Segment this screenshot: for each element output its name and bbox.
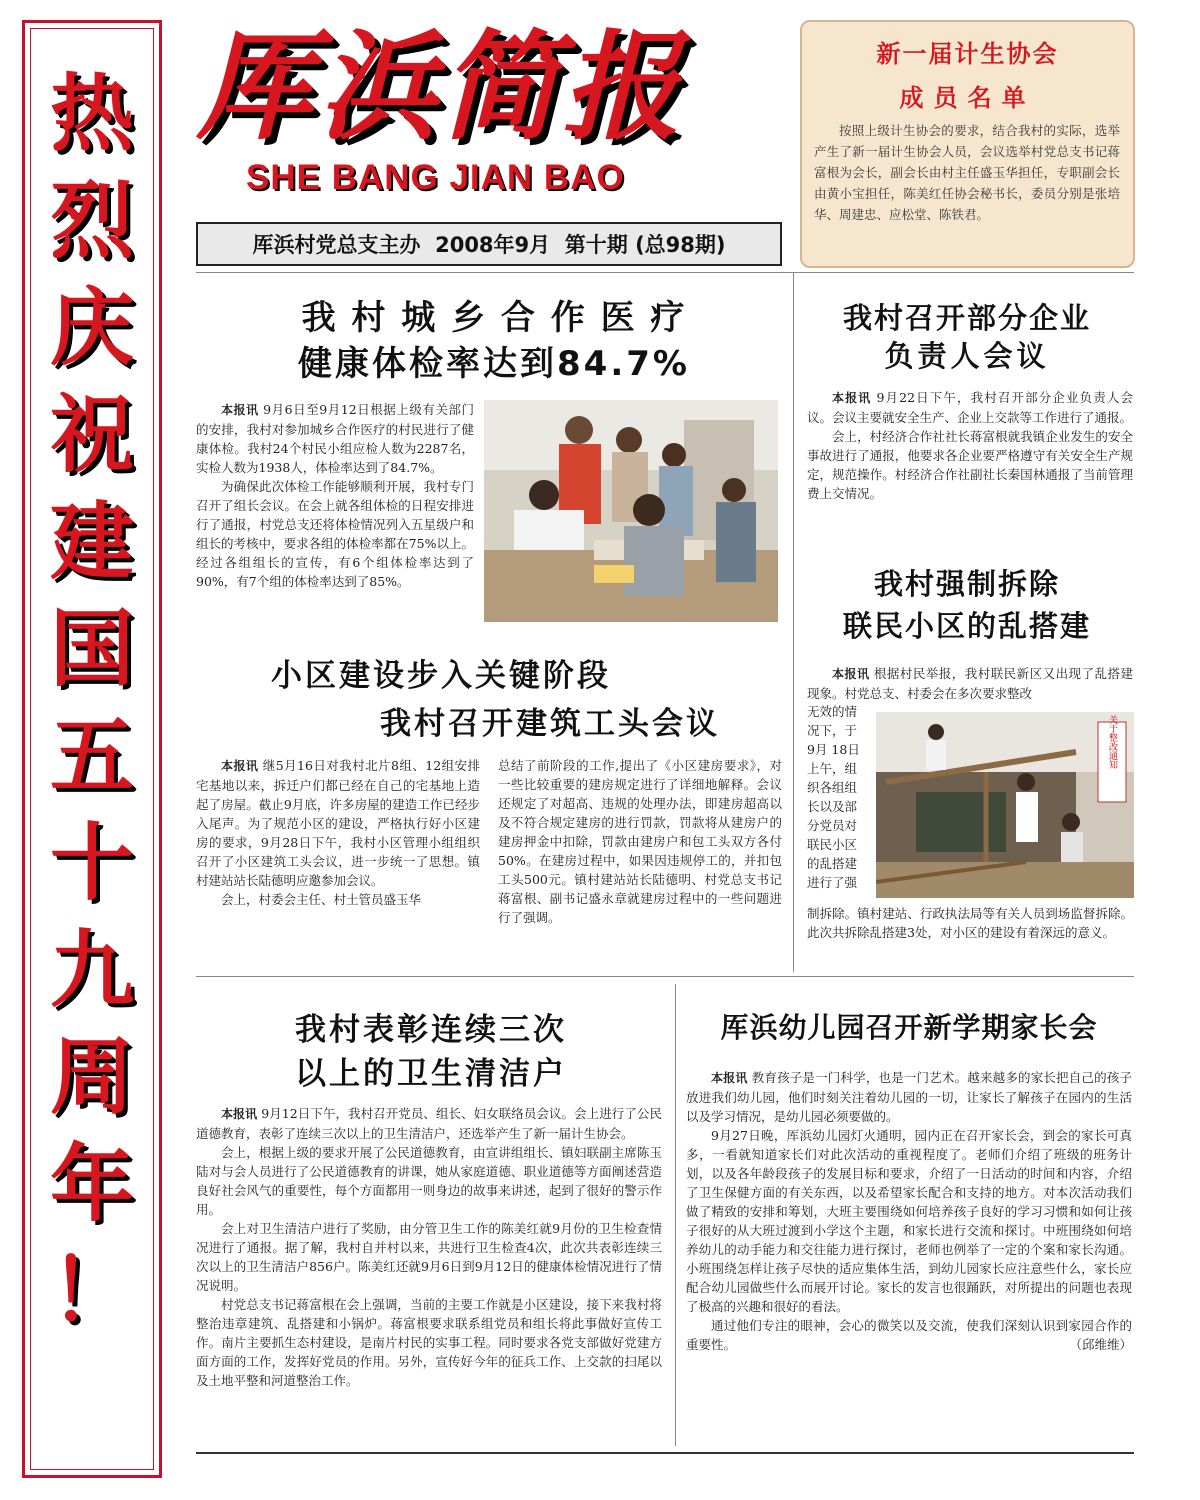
banner-char: 年 [49,1134,134,1233]
text-line: 无效的情 [807,704,858,719]
paragraph: 为确保此次体检工作能够顺利开展，我村专门召开了组长会议。在会上就各组体检的日程安排进行了通报，村党总支还将体检情况列入五星级户和组长的考核中，要求各组的体检率都在75%以上。经过各组组长的宣传，有6个组体检率达到了90%，有7个组的体检率达到了85%。 [196,479,474,589]
banner-char: 庆 [49,278,134,377]
paragraph: 村党总支书记蒋富根在会上强调，当前的主要工作就是小区建设，接下来我村将整治违章建筑、乱搭建和小锅炉。蒋富根要求联系组党员和组长将此事做好宣传工作。南片主要抓生态村建设，是南片村民的实事工程。同时要求各党支部做好党建方面方面的工作，发挥好党员的作用。另外，宣传好今年的征兵工作、上交款的扫尾以及土地平整和河道整治工作。 [196,1297,662,1388]
lead-tag: 本报讯 [832,667,870,681]
banner-char: 十 [49,813,134,912]
paragraph: 会上，根据上级的要求开展了公民道德教育，由宣讲组组长、镇妇联副主席陈玉陆对与会人员进行了公民道德教育的讲课，她从家庭道德、职业道德等方面阐述营造良好社会风气的重要性，每个方面都用一则身边的故事来讲述，起到了很好的警示作用。 [196,1145,662,1217]
paragraph: 教育孩子是一门科学，也是一门艺术。越来越多的家长把自己的孩子放进我们幼儿园，他们时刻关注着幼儿园的一切，让家长了解孩子在园内的生活以及学习情况，是幼儿园必须要做的。 [686,1070,1132,1124]
paragraph: 会上，村委会主任、村土管员盛玉华 [221,892,422,907]
banner-char: 国 [49,599,134,698]
banner-char: 热 [49,64,134,163]
banner-char: 祝 [49,385,134,484]
lead-tag: 本报讯 [221,1107,258,1121]
banner-char: 五 [49,706,134,805]
text-line: 织各组组 [807,780,858,795]
divider [196,272,1134,273]
health-checkup-photo [484,400,778,622]
sign-text: 关于整改通知 [1107,715,1117,769]
notice-title: 新一届计生协会 [876,40,1059,68]
health-headline-2: 健康体检率达到84.7% [298,344,690,384]
issue-info-bar [196,222,782,266]
text-line: 联民小区 [807,837,858,852]
hygiene-headline-2: 以上的卫生清洁户 [295,1056,567,1092]
text-line: 况下，于 [807,723,858,738]
bottom-rule [196,1452,1134,1454]
banner-char: 烈 [49,171,134,270]
banner-char: 九 [49,920,134,1019]
construction-headline-2: 我村召开建筑工头会议 [380,706,720,742]
construction-col-1 [196,756,480,909]
enterprise-article-body [807,388,1133,503]
banner-char: 建 [49,492,134,591]
enterprise-headline-2: 负责人会议 [884,339,1050,373]
demolish-headline-1: 我村强制拆除 [873,567,1060,601]
lead-tag: 本报讯 [711,1071,748,1085]
paragraph: 根据村民举报，我村联民新区又出现了乱搭建现象。村党总支、村委会在多次要求整改 [807,666,1133,701]
demolish-headline-2: 联民小区的乱搭建 [842,609,1091,643]
paragraph: 9月6日至9月12日根据上级有关部门的安排，我村对参加城乡合作医疗的村民进行了健康体检。我村24个村民小组应检人数为2287名，实检人数为1938人，体检率达到了84.7%。 [196,402,474,475]
notice-subtitle: 成员名单 [899,84,1036,112]
text-line: 的乱搭建 [807,856,858,871]
enterprise-headline-1: 我村召开部分企业 [842,301,1091,335]
paragraph: 会上，村经济合作社社长蒋富根就我镇企业发生的安全事故进行了通报，他要求各企业要严格遵守有关安全生产规定，规范操作。村经济合作社副社长秦国林通报了当前管理费上交情况。 [807,429,1133,501]
construction-col-2 [498,756,782,927]
health-headline-1: 我 村 城 乡 合 作 医 疗 [301,298,687,338]
demolish-article-lead [807,664,1133,703]
health-article-body [196,400,474,591]
newspaper-pinyin: SHE BANG JIAN BAO [246,158,625,197]
banner-char: ！ [49,1241,134,1340]
banner-char: 周 [49,1027,134,1126]
text-line: 分党员对 [807,818,858,833]
paragraph: 9月12日下午，我村召开党员、组长、妇女联络员会议。会上进行了公民道德教育，表彰了连续三次以上的卫生清洁户，还选举产生了新一届计生协会。 [196,1106,662,1141]
paragraph: 总结了前阶段的工作,提出了《小区建房要求》，对一些比较重要的建房规定进行了详细地解释。会议还规定了对超高、违规的处理办法，即建房超高以及不符合规定建房的进行罚款，罚款将从建房户的建房押金中扣除，罚款由建房户和包工头双方各付50%。在建房过程中，如果因违规停工的，并扣包工头500元。镇村建站站长陆德明、村党总支书记蒋富根、副书记盛永章就建房过程中的一些问题进行了强调。 [498,758,782,925]
hygiene-article-body [196,1104,662,1390]
paragraph: 继5月16日对我村北片8组、12组安排宅基地以来，拆迁户们都已经在自己的宅基地上造起了房屋。截止9月底，许多房屋的建造工作已经步入尾声。为了规范小区的建设，严格执行好小区建房的要求，9月28日下午，我村小区管理小组组织召开了小区建筑工头会议，进一步统一了思想。镇村建站站长陆德明应邀参加会议。 [196,758,480,888]
divider [196,976,1134,977]
paragraph: 9月27日晚，厍浜幼儿园灯火通明，园内正在召开家长会，到会的家长可真多，一看就知道家长们对此次活动的重视程度了。老师们介绍了班级的班务计划，以及各年龄段孩子的发展目标和要求，介绍了一日活动的时间和内容，介绍了卫生保健方面的有关东西，以及希望家长配合和支持的地方。对本次活动我们做了精致的安排和筹划，大班主要围绕如何培养孩子良好的学习习惯和如何让孩子很好的从大班过渡到小学这个主题，和家长进行交流和探讨。中班围绕如何培养幼儿的动手能力和交往能力进行探讨，老师也例举了一定的个案和家长沟通。小班围绕怎样让孩子尽快的适应集体生活，到幼儿园家长应注意些什么，家长应配合幼儿园做些什么而展开讨论。家长的发言也很踊跃，对所提出的问题也表现了极高的兴趣和很好的看法。 [686,1128,1132,1314]
lead-tag: 本报讯 [832,391,872,405]
hygiene-headline-1: 我村表彰连续三次 [295,1012,567,1048]
lead-tag: 本报讯 [221,403,259,417]
celebration-banner [32,60,152,1344]
paragraph: 会上对卫生清洁户进行了奖励，由分管卫生工作的陈美红就9月份的卫生检查情况进行了通报。据了解，我村自并村以来，共进行卫生检查4次，此次共表彰连续三次以上的卫生清洁户856户。陈美红还就9月6日到9月12日的健康体检情况进行了情况说明。 [196,1221,662,1293]
paragraph: 通过他们专注的眼神，会心的微笑以及交流，使我们深刻认识到家园合作的重要性。 [686,1318,1132,1352]
kindergarten-headline: 厍浜幼儿园召开新学期家长会 [720,1011,1098,1044]
notice-body: 按照上级计生协会的要求，结合我村的实际，选举产生了新一届计生协会人员，会议选举村党总支书记蒋富根为会长，副会长由村主任盛玉华担任，专职副会长由黄小宝担任，陈美红任协会秘书长，委员分别是张培华、周建忠、应松堂、陈铁君。 [814,123,1120,222]
demolition-photo [876,712,1134,898]
text-line: 长以及部 [807,799,858,814]
lead-tag: 本报讯 [221,759,259,773]
text-line: 进行了强 [807,875,858,890]
text-line: 9月 18日 [807,742,860,757]
construction-headline-1: 小区建设步入关键阶段 [271,658,611,694]
author: （邱维维） [1069,1337,1132,1352]
column-divider [675,984,676,1446]
column-divider [793,272,794,972]
demolish-wrap-column [807,702,873,892]
kindergarten-article-body [686,1068,1132,1354]
text-line: 上午，组 [807,761,858,776]
newspaper-title: 厍浜简报 [196,17,685,156]
paragraph: 制拆除。镇村建站、行政执法局等有关人员到场监督拆除。此次共拆除乱搭建3处，对小区的建设有着深远的意义。 [807,906,1133,940]
paragraph: 9月22日下午，我村召开部分企业负责人会议。会议主要就安全生产、企业上交款等工作进行了通报。 [807,390,1133,425]
issue-info: 厍浜村党总支主办 2008年9月 第十期 (总98期) [252,233,726,257]
demolish-article-tail [807,904,1133,942]
